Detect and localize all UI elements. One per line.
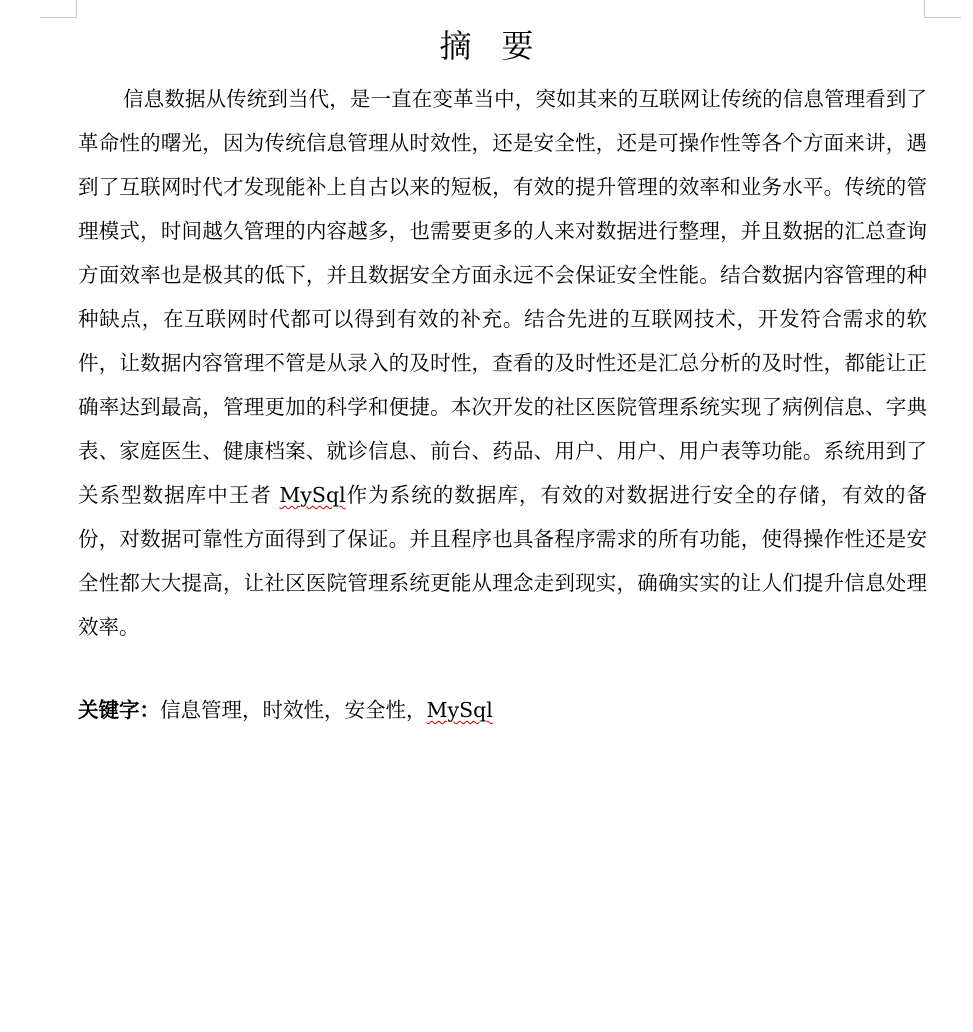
abstract-title: 摘要 xyxy=(439,27,564,65)
page-corner-mark-top-right xyxy=(924,0,961,18)
keywords-label: 关键字： xyxy=(78,698,160,722)
keywords-line xyxy=(78,688,927,732)
abstract-term-mysql: MySql xyxy=(279,483,346,507)
abstract-text-part1: 信息数据从传统到当代，是一直在变革当中，突如其来的互联网让传统的信息管理看到了革命性的曙光，因为传统信息管理从时效性，还是安全性，还是可操作性等各个方面来讲，遇到了互联网时代才发现能补上自古以来的短板，有效的提升管理的效率和业务水平。传统的管理模式，时间越久管理的内容越多，也需要更多的人来对数据进行整理，并且数据的汇总查询方面效率也是极其的低下，并且数据安全方面永远不会保证安全性能。结合数据内容管理的种种缺点，在互联网时代都可以得到有效的补充。结合先进的互联网技术，开发符合需求的软件，让数据内容管理不管是从录入的及时性，查看的及时性还是汇总分析的及时性，都能让正确率达到最高，管理更加的科学和便捷。本次开发的社区医院管理系统实现了病例信息、字典表、家庭医生、健康档案、就诊信息、前台、药品、用户、用户、用户表等功能。系统用到了关系型数据库中王者 xyxy=(78,87,927,507)
page-corner-mark-top-left xyxy=(40,0,77,18)
abstract-text-part2: 作为系统的数据库，有效的对数据进行安全的存储，有效的备份，对数据可靠性方面得到了保证。并且程序也具备程序需求的所有功能，使得操作性还是安全性都大大提高，让社区医院管理系统更能从理念走到现实，确确实实的让人们提升信息处理效率。 xyxy=(78,483,927,639)
keywords-term-mysql: MySql xyxy=(426,698,493,722)
abstract-paragraph xyxy=(78,77,927,649)
keywords-text: 信息管理，时效性，安全性， xyxy=(160,698,427,722)
